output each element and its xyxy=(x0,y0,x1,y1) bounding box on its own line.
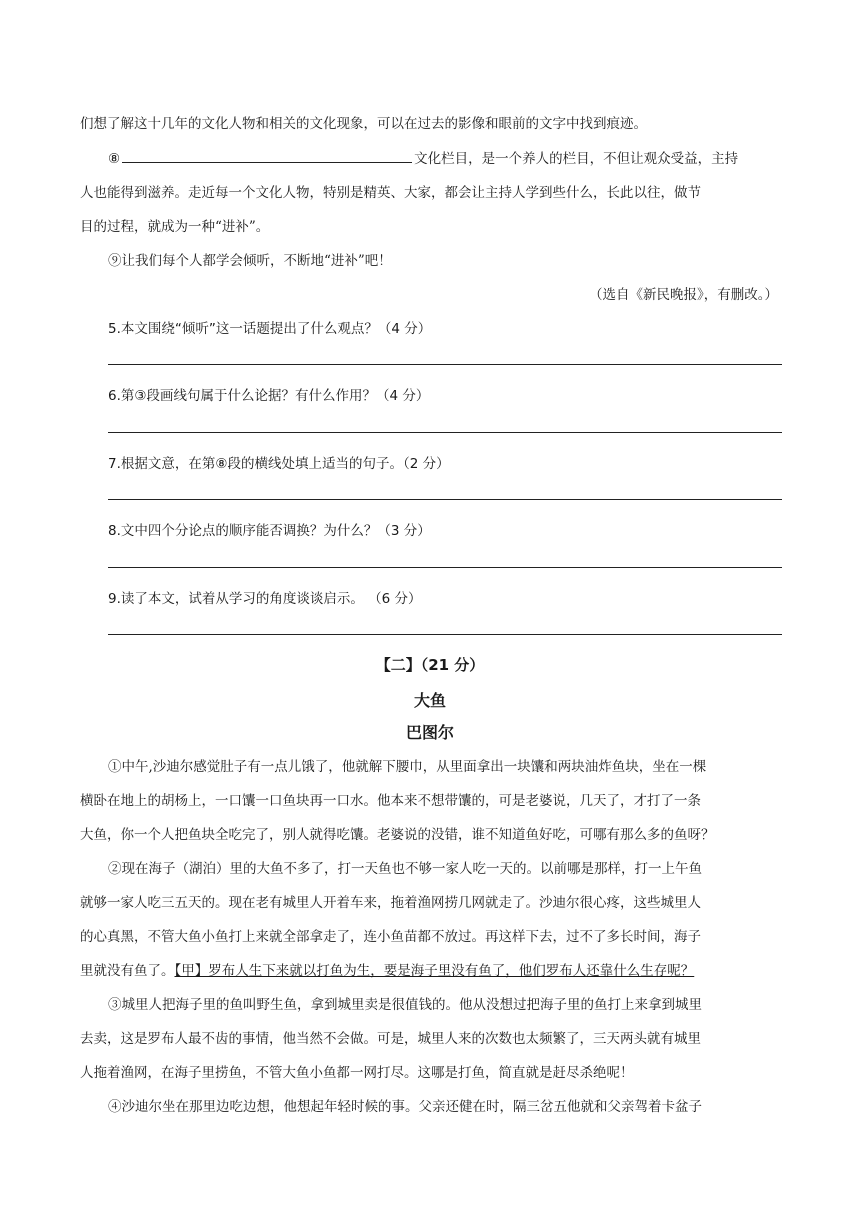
question-9: 9.读了本文，试着从学习的角度谈谈启示。 （6 分） xyxy=(108,591,422,607)
source-citation: （选自《新民晚报》，有删改。） xyxy=(589,287,778,303)
answer-line-8[interactable] xyxy=(108,567,782,568)
paragraph-8-line-3: 目的过程，就成为一种“进补”。 xyxy=(80,219,270,235)
paragraph-4-line-1: ④沙迪尔坐在那里边吃边想，他想起年轻时候的事。父亲还健在时，隔三岔五他就和父亲驾着卡盆子 xyxy=(108,1099,702,1115)
paragraph-3-line-1: ③城里人把海子里的鱼叫野生鱼，拿到城里卖是很值钱的。他从没想过把海子里的鱼打上来拿到城里 xyxy=(108,997,702,1013)
paragraph-1-line-2: 横卧在地上的胡杨上，一口馕一口鱼块再一口水。他本来不想带馕的，可是老婆说，几天了，才打了一条 xyxy=(80,793,701,809)
paragraph-3-line-3: 人拖着渔网，在海子里捞鱼，不管大鱼小鱼都一网打尽。这哪是打鱼，简直就是赶尽杀绝呢！ xyxy=(80,1065,634,1081)
paragraph-2-line-3: 的心真黑，不管大鱼小鱼打上来就全部拿走了，连小鱼苗都不放过。再这样下去，过不了多长时间，海子 xyxy=(80,929,701,945)
paragraph-number: ⑧ xyxy=(108,151,121,167)
question-8: 8.文中四个分论点的顺序能否调换？为什么？（3 分） xyxy=(108,523,431,539)
paragraph-2-line-2: 就够一家人吃三五天的。现在老有城里人开着车来，拖着渔网捞几网就走了。沙迪尔很心疼，这些城里人 xyxy=(80,895,701,911)
passage1-text: 们想了解这十几年的文化人物和相关的文化现象，可以在过去的影像和眼前的文字中找到痕迹。 xyxy=(80,116,647,132)
question-7: 7.根据文意，在第⑧段的横线处填上适当的句子。（2 分） xyxy=(108,456,450,472)
answer-line-7[interactable] xyxy=(108,499,782,500)
story-author: 巴图尔 xyxy=(405,723,454,742)
answer-line-6[interactable] xyxy=(108,432,782,433)
paragraph-3-line-2: 去卖，这是罗布人最不齿的事情，他当然不会做。可是，城里人来的次数也太频繁了，三天两头就有城里 xyxy=(80,1031,701,1047)
question-5: 5.本文围绕“倾听”这一话题提出了什么观点？（4 分） xyxy=(108,321,432,337)
story-title: 大鱼 xyxy=(413,691,446,710)
answer-line-9[interactable] xyxy=(108,634,782,635)
section-heading: 【二】（21 分） xyxy=(375,656,485,674)
paragraph-2-line-4 xyxy=(80,959,694,979)
answer-line-5[interactable] xyxy=(108,364,782,365)
paragraph-1-line-1: ①中午,沙迪尔感觉肚子有一点儿饿了，他就解下腰巾，从里面拿出一块馕和两块油炸鱼块，坐在一棵 xyxy=(108,759,707,775)
paragraph-1-line-3: 大鱼，你一个人把鱼块全吃完了，别人就得吃馕。老婆说的没错，谁不知道鱼好吃，可哪有那么多的鱼呀？ xyxy=(80,827,715,843)
underlined-sentence-jia: 【甲】罗布人生下来就以打鱼为生，要是海子里没有鱼了，他们罗布人还靠什么生存呢？ xyxy=(174,963,695,979)
paragraph-8-line-2: 人也能得到滋养。走近每一个文化人物，特别是精英、大家，都会让主持人学到些什么，长此以往，做节 xyxy=(80,185,701,201)
paragraph-text: 里就没有鱼了。 xyxy=(80,963,175,979)
paragraph-9: ⑨让我们每个人都学会倾听，不断地“进补”吧！ xyxy=(108,253,392,269)
question-6: 6.第③段画线句属于什么论据？有什么作用？（4 分） xyxy=(108,388,430,404)
paragraph-8 xyxy=(108,147,738,167)
paragraph-text: 文化栏目，是一个养人的栏目，不但让观众受益，主持 xyxy=(414,151,739,167)
fill-in-blank[interactable] xyxy=(122,150,412,163)
paragraph-2-line-1: ②现在海子（湖泊）里的大鱼不多了，打一天鱼也不够一家人吃一天的。以前哪是那样，打一上午鱼 xyxy=(108,861,702,877)
